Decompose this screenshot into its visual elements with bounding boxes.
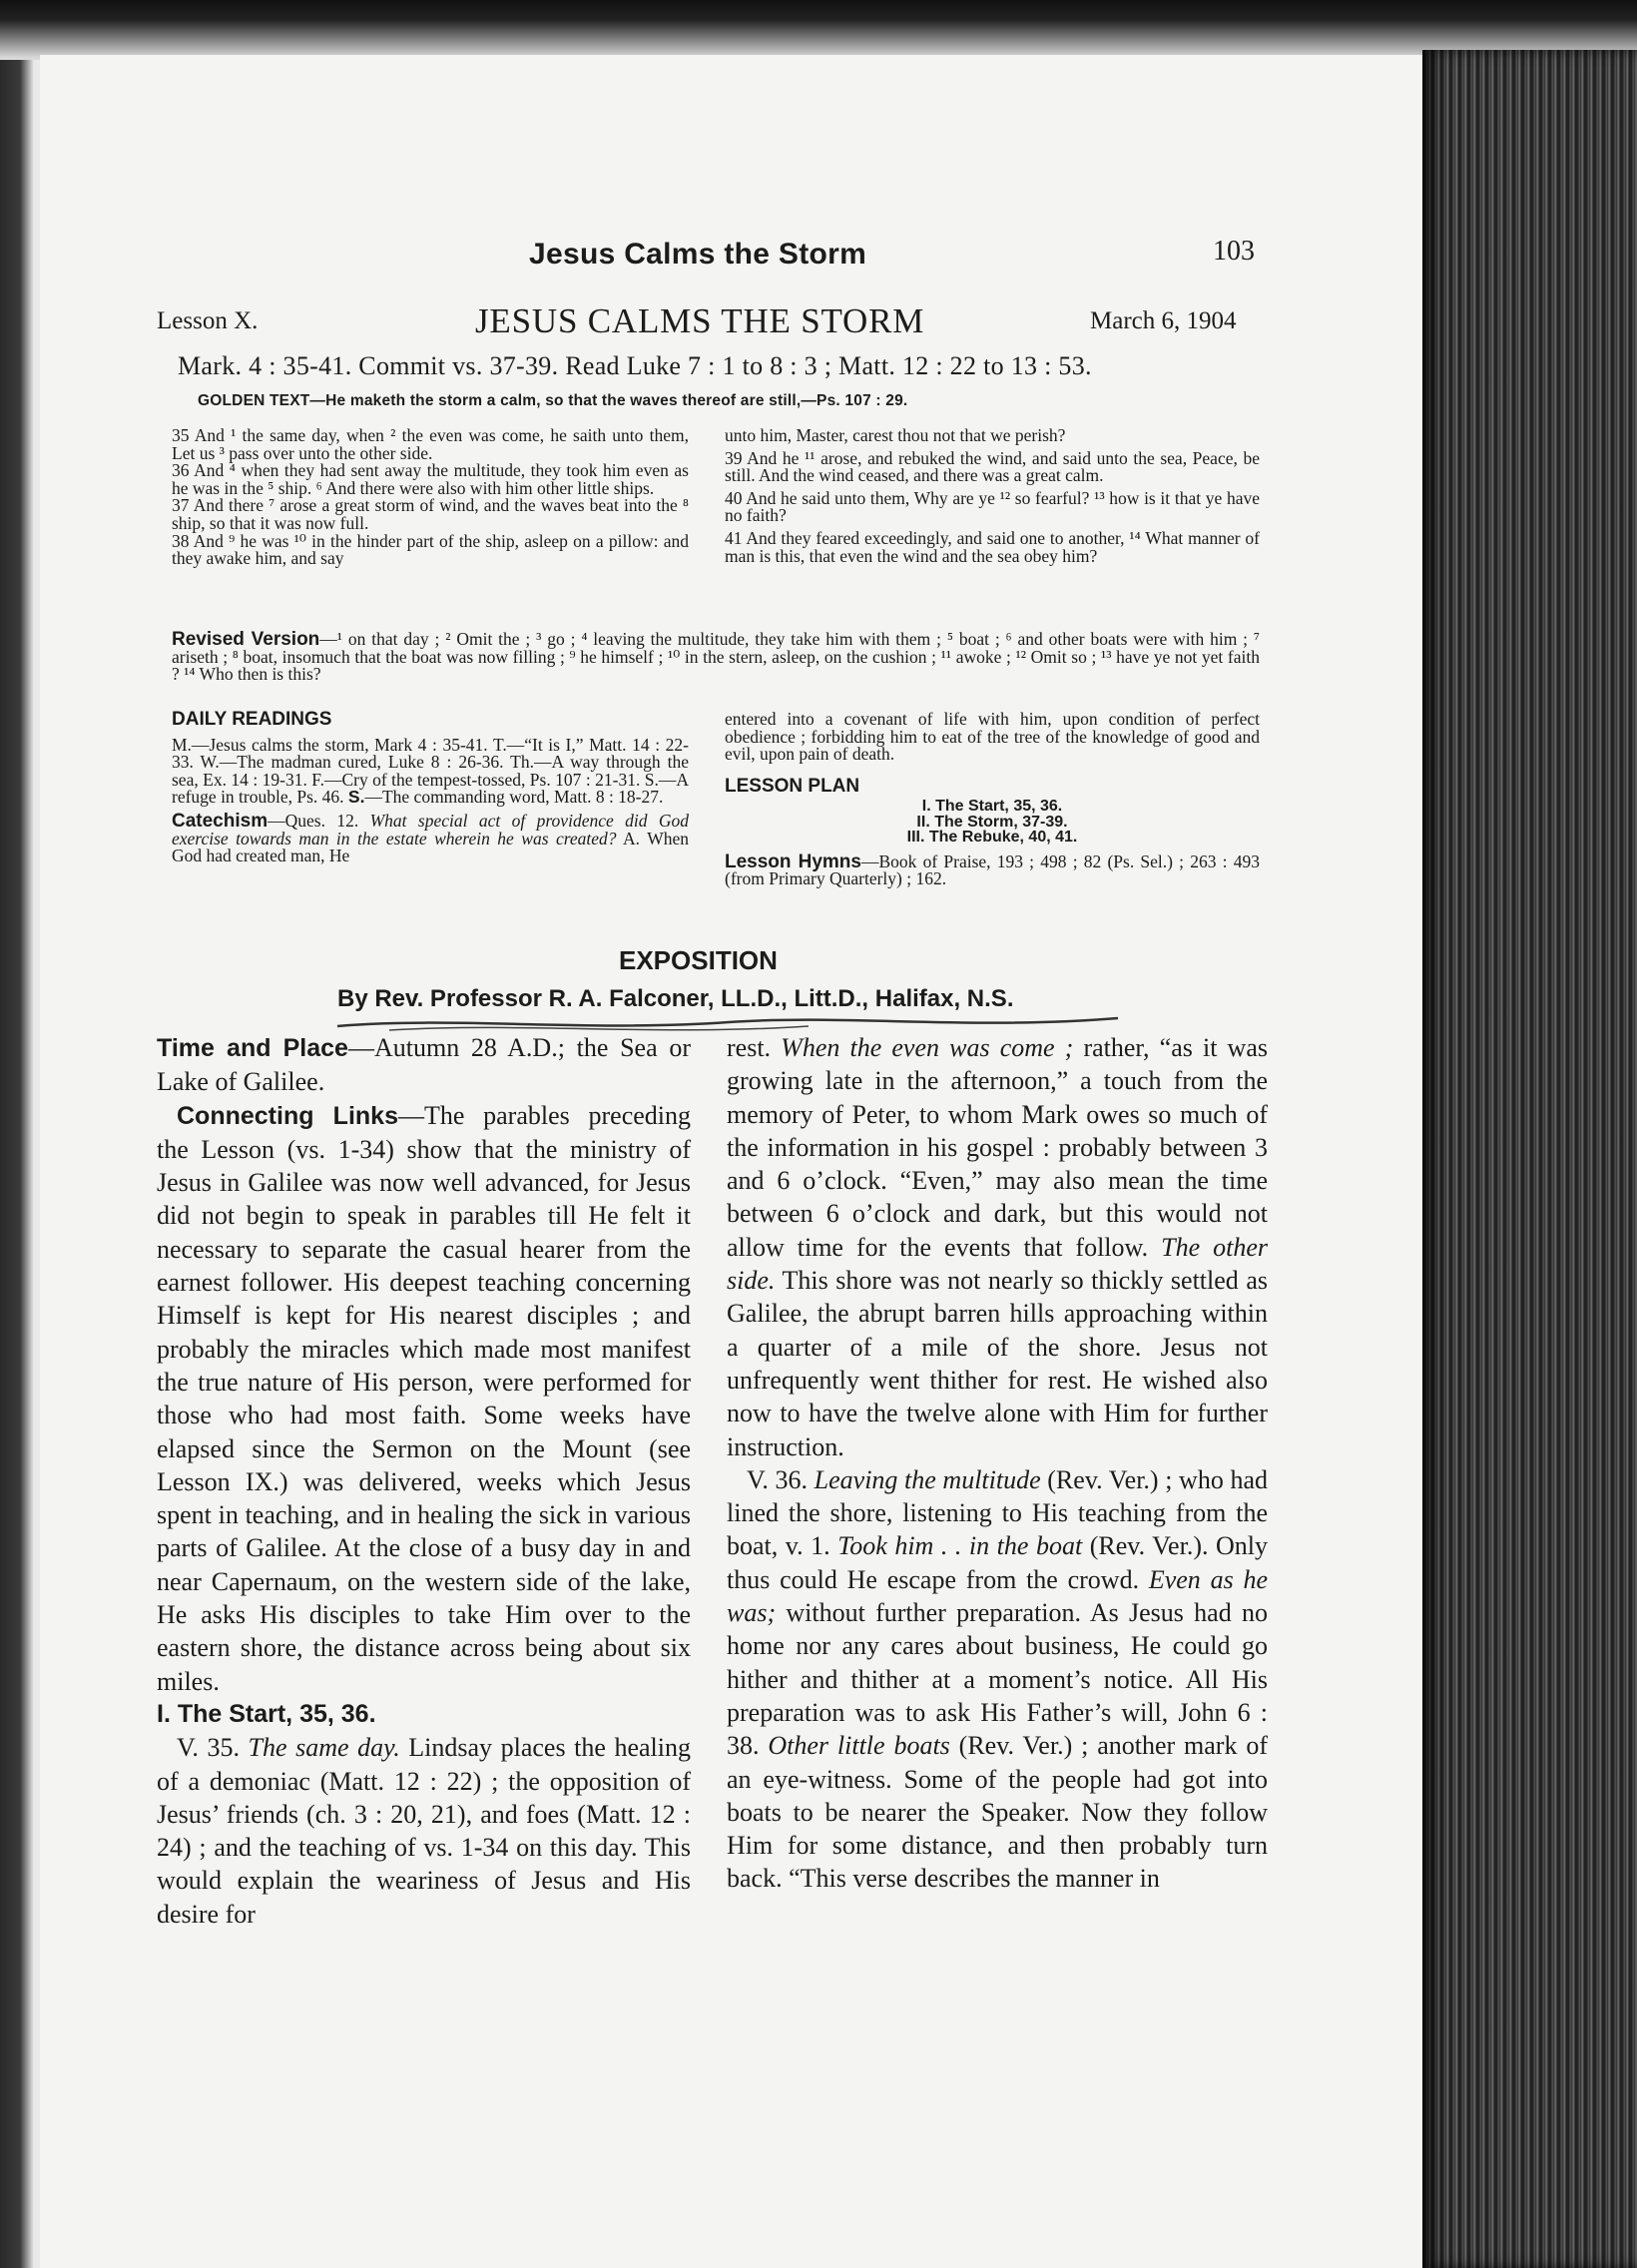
verse-phrase: Took him . . in the boat: [837, 1531, 1083, 1561]
section-heading-start: I. The Start, 35, 36.: [157, 1699, 376, 1728]
time-place-label: Time and Place: [157, 1034, 348, 1062]
verse-commentary: Lindsay places the healing of a demoniac (Matt. 12 : 22) ; the opposition of Jesus’ friends (ch. 3 : 20, 21), and foes (Matt. 12 : 24) ; and the teaching of vs. 1-34 on this day. This would explain the weariness of Jesus and His desire for: [157, 1733, 691, 1929]
commentary-text: rather, “as it was growing late in the afternoon,” a touch from the memory of Peter, to whom Mark owes so much of the information in his gospel : probably between 3 and 6 o’clock. “Even,” may also mean the time between 6 o’clock and dark, but this would not allow time for the events that follow.: [727, 1033, 1268, 1262]
exposition-right-column: [727, 1031, 1268, 1896]
verse-phrase: Other little boats: [768, 1731, 950, 1761]
catechism-question-number: —Ques. 12.: [268, 810, 359, 831]
commentary-text: (Rev. Ver.) ; who had lined the shore, listening to His teaching from the boat, v. 1.: [727, 1464, 1268, 1561]
daily-readings-sunday-label: S.: [347, 787, 365, 808]
verse-phrase: The same day.: [248, 1733, 400, 1763]
commentary-text: without further preparation. As Jesus had no home nor any cares about business, He could go hither and thither at a moment’s notice. All His preparation was to ask His Father’s will, John 6 : 38.: [727, 1598, 1268, 1761]
verse-phrase: When the even was come ;: [781, 1033, 1074, 1062]
verse-phrase: Even as he was;: [727, 1564, 1268, 1628]
exposition-heading: EXPOSITION: [619, 945, 778, 975]
revised-version-label: Revised Version: [172, 629, 320, 650]
lesson-plan-item: I. The Start, 35, 36.: [921, 798, 1063, 816]
lesson-plan-heading: LESSON PLAN: [725, 775, 860, 797]
catechism-answer-continued: entered into a covenant of life with him, upon condition of perfect obedience ; forbidding him to eat of the tree of the knowledge of good and evil, upon pain of death.: [725, 709, 1260, 765]
lesson-title: JESUS CALMS THE STORM: [475, 301, 925, 340]
lesson-hymns-label: Lesson Hymns: [725, 850, 861, 872]
catechism-label: Catechism: [172, 810, 269, 832]
verse-phrase: The other side.: [727, 1232, 1268, 1296]
connecting-links-text: —The parables preceding the Lesson (vs. 1-34) show that the ministry of Jesus in Galilee was now well advanced, for Jesus did not begin to speak in parables till He felt it necessary to separate the casual hearer from the earnest follower. His deepest teaching concerning Himself is kept for His nearest disciples ; and probably the miracles which made most manifest the true nature of His person, were performed for those who had most faith. Some weeks have elapsed since the Sermon on the Mount (see Lesson IX.) was delivered, weeks which Jesus spent in teaching, and in healing the sick in various parts of Galilee. At the close of a busy day in and near Capernaum, on the western side of the lake, He asks His disciples to take Him over to the eastern shore, the distance across being about six miles.: [157, 1100, 691, 1696]
verse: 38 And ⁹ he was ¹⁰ in the hinder part of the ship, asleep on a pillow: and they awake him, and say: [172, 530, 689, 569]
catechism-answer-start: A. When God had created man, He: [172, 828, 689, 866]
exposition-byline: By Rev. Professor R. A. Falconer, LL.D., Litt.D., Halifax, N.S.: [337, 985, 1014, 1012]
left-lower-column: [172, 711, 689, 865]
commentary-text: (Rev. Ver.). Only thus could He escape from the crowd.: [727, 1531, 1269, 1594]
time-place-text: —Autumn 28 A.D.; the Sea or Lake of Galilee.: [157, 1033, 691, 1097]
lesson-plan-item: II. The Storm, 37-39.: [916, 813, 1068, 831]
exposition-left-column: [157, 1031, 691, 1931]
verse: 40 And he said unto them, Why are ye ¹² so fearful? ¹³ how is it that ye have no faith?: [725, 487, 1260, 526]
revised-version-text: —¹ on that day ; ² Omit the ; ³ go ; ⁴ leaving the multitude, they take him with them ; ⁵ boat ; ⁶ and other boats were with him ; ⁷ ariseth ; ⁸ boat, insomuch that the boat was now filling ; ⁹ he himself ; ¹⁰ in the stern, asleep, on the cushion ; ¹¹ awoke ; ¹² Omit so ; ¹³ have ye not yet faith ? ¹⁴ Who then is this?: [172, 629, 1261, 685]
scan-top-edge: [0, 0, 1637, 60]
commentary-text: rest.: [727, 1033, 782, 1062]
verse: unto him, Master, carest thou not that we perish?: [725, 425, 1066, 445]
verse-ref: V. 36.: [747, 1464, 815, 1494]
daily-readings-heading: DAILY READINGS: [172, 709, 332, 730]
lesson-date: March 6, 1904: [1090, 307, 1237, 334]
scripture-reference: Mark. 4 : 35-41. Commit vs. 37-39. Read Luke 7 : 1 to 8 : 3 ; Matt. 12 : 22 to 13 : 53.: [178, 351, 1092, 380]
book-page-edges: [1422, 50, 1637, 2268]
golden-text: GOLDEN TEXT—He maketh the storm a calm, so that the waves thereof are still,—Ps. 107 : 29.: [198, 392, 908, 409]
verses-left: [172, 427, 689, 568]
lesson-plan-list: [725, 799, 1260, 846]
verses-right: [725, 427, 1260, 565]
catechism-question: What special act of providence did God exercise towards man in the estate wherein he was created?: [172, 810, 690, 849]
lesson-number: Lesson X.: [157, 307, 259, 334]
commentary-text: (Rev. Ver.) ; another mark of an eye-witness. Some of the people had got into boats to be nearer the Speaker. Now they follow Him for some distance, and then probably turn back. “This verse describes the manner in: [727, 1731, 1268, 1894]
right-lower-column: [725, 711, 1260, 888]
lesson-plan-item: III. The Rebuke, 40, 41.: [906, 829, 1078, 847]
running-title: Jesus Calms the Storm: [529, 238, 867, 271]
verse: 41 And they feared exceedingly, and said one to another, ¹⁴ What manner of man is this, that even the wind and the sea obey him?: [725, 527, 1260, 566]
verse: 37 And there ⁷ arose a great storm of wind, and the waves beat into the ⁸ ship, so that it was now full.: [172, 495, 689, 533]
verse: 35 And ¹ the same day, when ² the even was come, he saith unto them, Let us ³ pass over unto the other side.: [172, 425, 689, 463]
connecting-links-label: Connecting Links: [177, 1101, 398, 1130]
daily-readings-text-end: —The commanding word, Matt. 8 : 18-27.: [364, 787, 664, 808]
commentary-text: This shore was not nearly so thickly settled as Galilee, the abrupt barren hills approaching within a quarter of a mile of the shore. Jesus not unfrequently went thither for rest. He wished also now to have the twelve alone with Him for further instruction.: [727, 1266, 1268, 1461]
page-number: 103: [1213, 236, 1255, 267]
verse-ref: V. 35.: [177, 1733, 249, 1763]
verse-phrase: Leaving the multitude: [814, 1464, 1041, 1494]
verse: 39 And he ¹¹ arose, and rebuked the wind, and said unto the sea, Peace, be still. And the wind ceased, and there was a great calm.: [725, 447, 1260, 486]
daily-readings-text: M.—Jesus calms the storm, Mark 4 : 35-41. T.—“It is I,” Matt. 14 : 22-33. W.—The madman cured, Luke 8 : 26-36. Th.—A way through the sea, Ex. 14 : 19-31. F.—Cry of the tempest-tossed, Ps. 107 : 21-31. S.—A refuge in trouble, Ps. 46.: [172, 734, 689, 808]
lesson-hymns-text: —Book of Praise, 193 ; 498 ; 82 (Ps. Sel.) ; 263 : 493 (from Primary Quarterly) ; 162.: [725, 850, 1260, 889]
revised-version: [172, 631, 1260, 684]
verse: 36 And ⁴ when they had sent away the multitude, they took him even as he was in the ⁵ ship. ⁶ And there were also with him other little ships.: [172, 460, 689, 498]
